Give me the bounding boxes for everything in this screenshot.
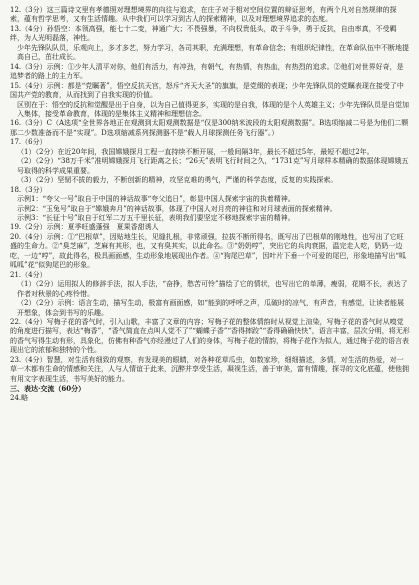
answer-paragraph-p22: 22.（4分）写梅子花的香气时，引入山歌，丰富了文章的内容；写梅子花的整体情韵时从视觉上渲染，写梅子花的香气时从嗅觉的角度进行描写，表达“梅香”，“香气简直在点叫人觉不了”“蝴蝶子香”“香得摔跤”“香得确确快快”，语言丰富，层次分明，将无形的香气写得生动有形，具象化，仿佛有种香气亦经漫过了人们的身体，写梅子花的情韵，将梅子花作为拟人，通过梅子花的语言表现出它的浓郁和独特的个性。 (10, 317, 410, 355)
answer-paragraph-p18a: 示例1：“夸父一号”取自于中国的神话故事“夸父追日”，彰显中国人探索宇宙的执着精神。 (17, 195, 295, 204)
answer-paragraph-p21a: （1）（2分）运用拟人的修辞手法，拟人手法，“奋挣，愁苦可怜”描绘了它的情状，也写出它的单薄，瘦弱，花期不长，表达了作者对秋景的心疼怜惜。 (17, 280, 408, 298)
answer-paragraph-p21: 21.（4分） (10, 270, 47, 279)
answer-paragraph-p15: 15.（4分）示例：都是“党瞩著”，悟空反抗天宫，怒斥“齐天大圣”的旗旗，是党缀的表现；少年先锋队员的党瞩表现在接受了中国共产党的教育，从而找到了自我实现的价值。 (10, 81, 404, 100)
answer-paragraph-p13: 13.（4分）孙悟空：本领高强，能七十二变，神通广大；不畏强暴，不向权贵低头，敢于斗争，勇于反抗，自由率真，不受羁绊，为人光明磊落，神性。 (10, 24, 397, 43)
answer-paragraph-p19: 19.（2分）示例：夏季旺盛蓬强 夏果香甜诱人 (10, 223, 159, 232)
answer-paragraph-p20: 20.（4分）示例：①“巴根草”，因贴地生长，见缝扎根，非常顽强，拉拔不断所得名，既写出了巴根草的刚地性，也写出了它旺盛的生命力。②“臭芝麻”，芝麻有其形，也，又有臭其实，以此命名。③“奶奶哼”，突出它的兵肉衰据，温完走人吃，奶奶一边吃，一边“哼”，故此得名，极具画面感，生动形象地展现出作者。④“狗尾巴草”，因叶片下垂一个可爱的尾巴，形象地描写出“呱呱呱”花“似狗尾巴的形象。 (10, 232, 406, 270)
answer-paragraph-p18b: 示例2：“玉兔号”取自于“嫦娥奔月”的神话故事，体现了中国人对月亮的神往和对月球表面的探索精神。 (17, 204, 337, 213)
answer-paragraph-p23: 23.（4分）智慧，对生活有细致的观察，有发现美的眼睛，对各种花草瓜虫，如数家珍，细细描述，多情，对生活的热爱，对一草一木都有生命的情感和关注，人与人情谊于此来，沉醉并享受生活，凝视生活，善于审美，富有情趣，探寻的文化底蕴，使他拥有用文字表现生活，书写美好的能力。 (10, 355, 409, 383)
answer-paragraph-p24: 24.略 (10, 393, 29, 402)
answer-paragraph-p13b: 少年先锋队队员，乐观向上，多才多艺，努力学习，各司其职，充满理想，有革命信念；有组织纪律性，在革命队伍中不断地提高自己，茁壮成长。 (17, 43, 409, 62)
answer-paragraph-p17: 17.（6分） (10, 138, 47, 147)
answer-paragraph-p21b: （2）（2分）示例：语言生动，描写生动，极富有画面感，如“能到的呼呼之声，瓜破时的凉气，有声音，有感觉，让读者能展开想象，体会到书写的乐趣。 (17, 299, 404, 317)
section-heading: 三、表达·交流（60分） (10, 384, 86, 394)
answer-paragraph-p18c: 示例3：“长征十号”取自于红军二万五千里长征，表明我们要坚定不移地探索宇宙的精神。 (17, 213, 295, 222)
answer-paragraph-p14: 14.（3分）示例：①少年人清平对你，他们有活力，有冲劲，有朝气，有热情，有热血，有热烈的追求。②他们对世界好奇，是追梦者的路上的主力军。 (10, 62, 404, 81)
answer-paragraph-p17b: （2）（2分）“38万千米”准明嫦娥探月飞行距离之长；“26天”表明飞行时间之久，“1731克”写月球样本精确的数据体现嫦娥五号取得的科学成果重要。 (17, 157, 409, 175)
answer-paragraph-p17a: （1）（2分）在近20年间，我国嫦娥探月工程一直持续不断开展，一般间隔3年，最长不超过5年，最短不超过2年。 (17, 147, 374, 156)
answer-paragraph-p17c: （3）（2分）坚韧不拔的毅力，不断创新的精神，攻坚克难的勇气，严谨的科学态度，反复的实践探索。 (17, 176, 338, 185)
answer-paragraph-p18: 18.（3分） (10, 185, 47, 194)
answer-paragraph-p15b: 区别在于：悟空的反抗和觉醒是出于自身，以为自己值得更多，实现的是自我，体现的是个人英雄主义；少年先锋队员是自觉加入集体，接受革命教育，体现的是集体主义精神和理想信念。 (17, 100, 409, 118)
answer-paragraph-p12: 12.（3分）这三篇诗文里有孝德照对理想境界的向往与追求，在庄子对于相对空间位置的辩证思考，有两个凡对自然规律的探索，蕴有哲学思考，又有生活情趣。从中我们可以学习到古人的探索精神，以及对理想境界追求的态度。 (10, 6, 397, 24)
answer-paragraph-p16: 16.（3分）C（A选项“全世界各地正在观测到太阳观测数据是“仅是300纳米波段的太阳观测数据”。B选项缩减二号是为他们二颗那二少数准备而不是“实现”。D选项缩减系列探测器不是“载人月球探测任务飞行器”。） (10, 119, 409, 137)
